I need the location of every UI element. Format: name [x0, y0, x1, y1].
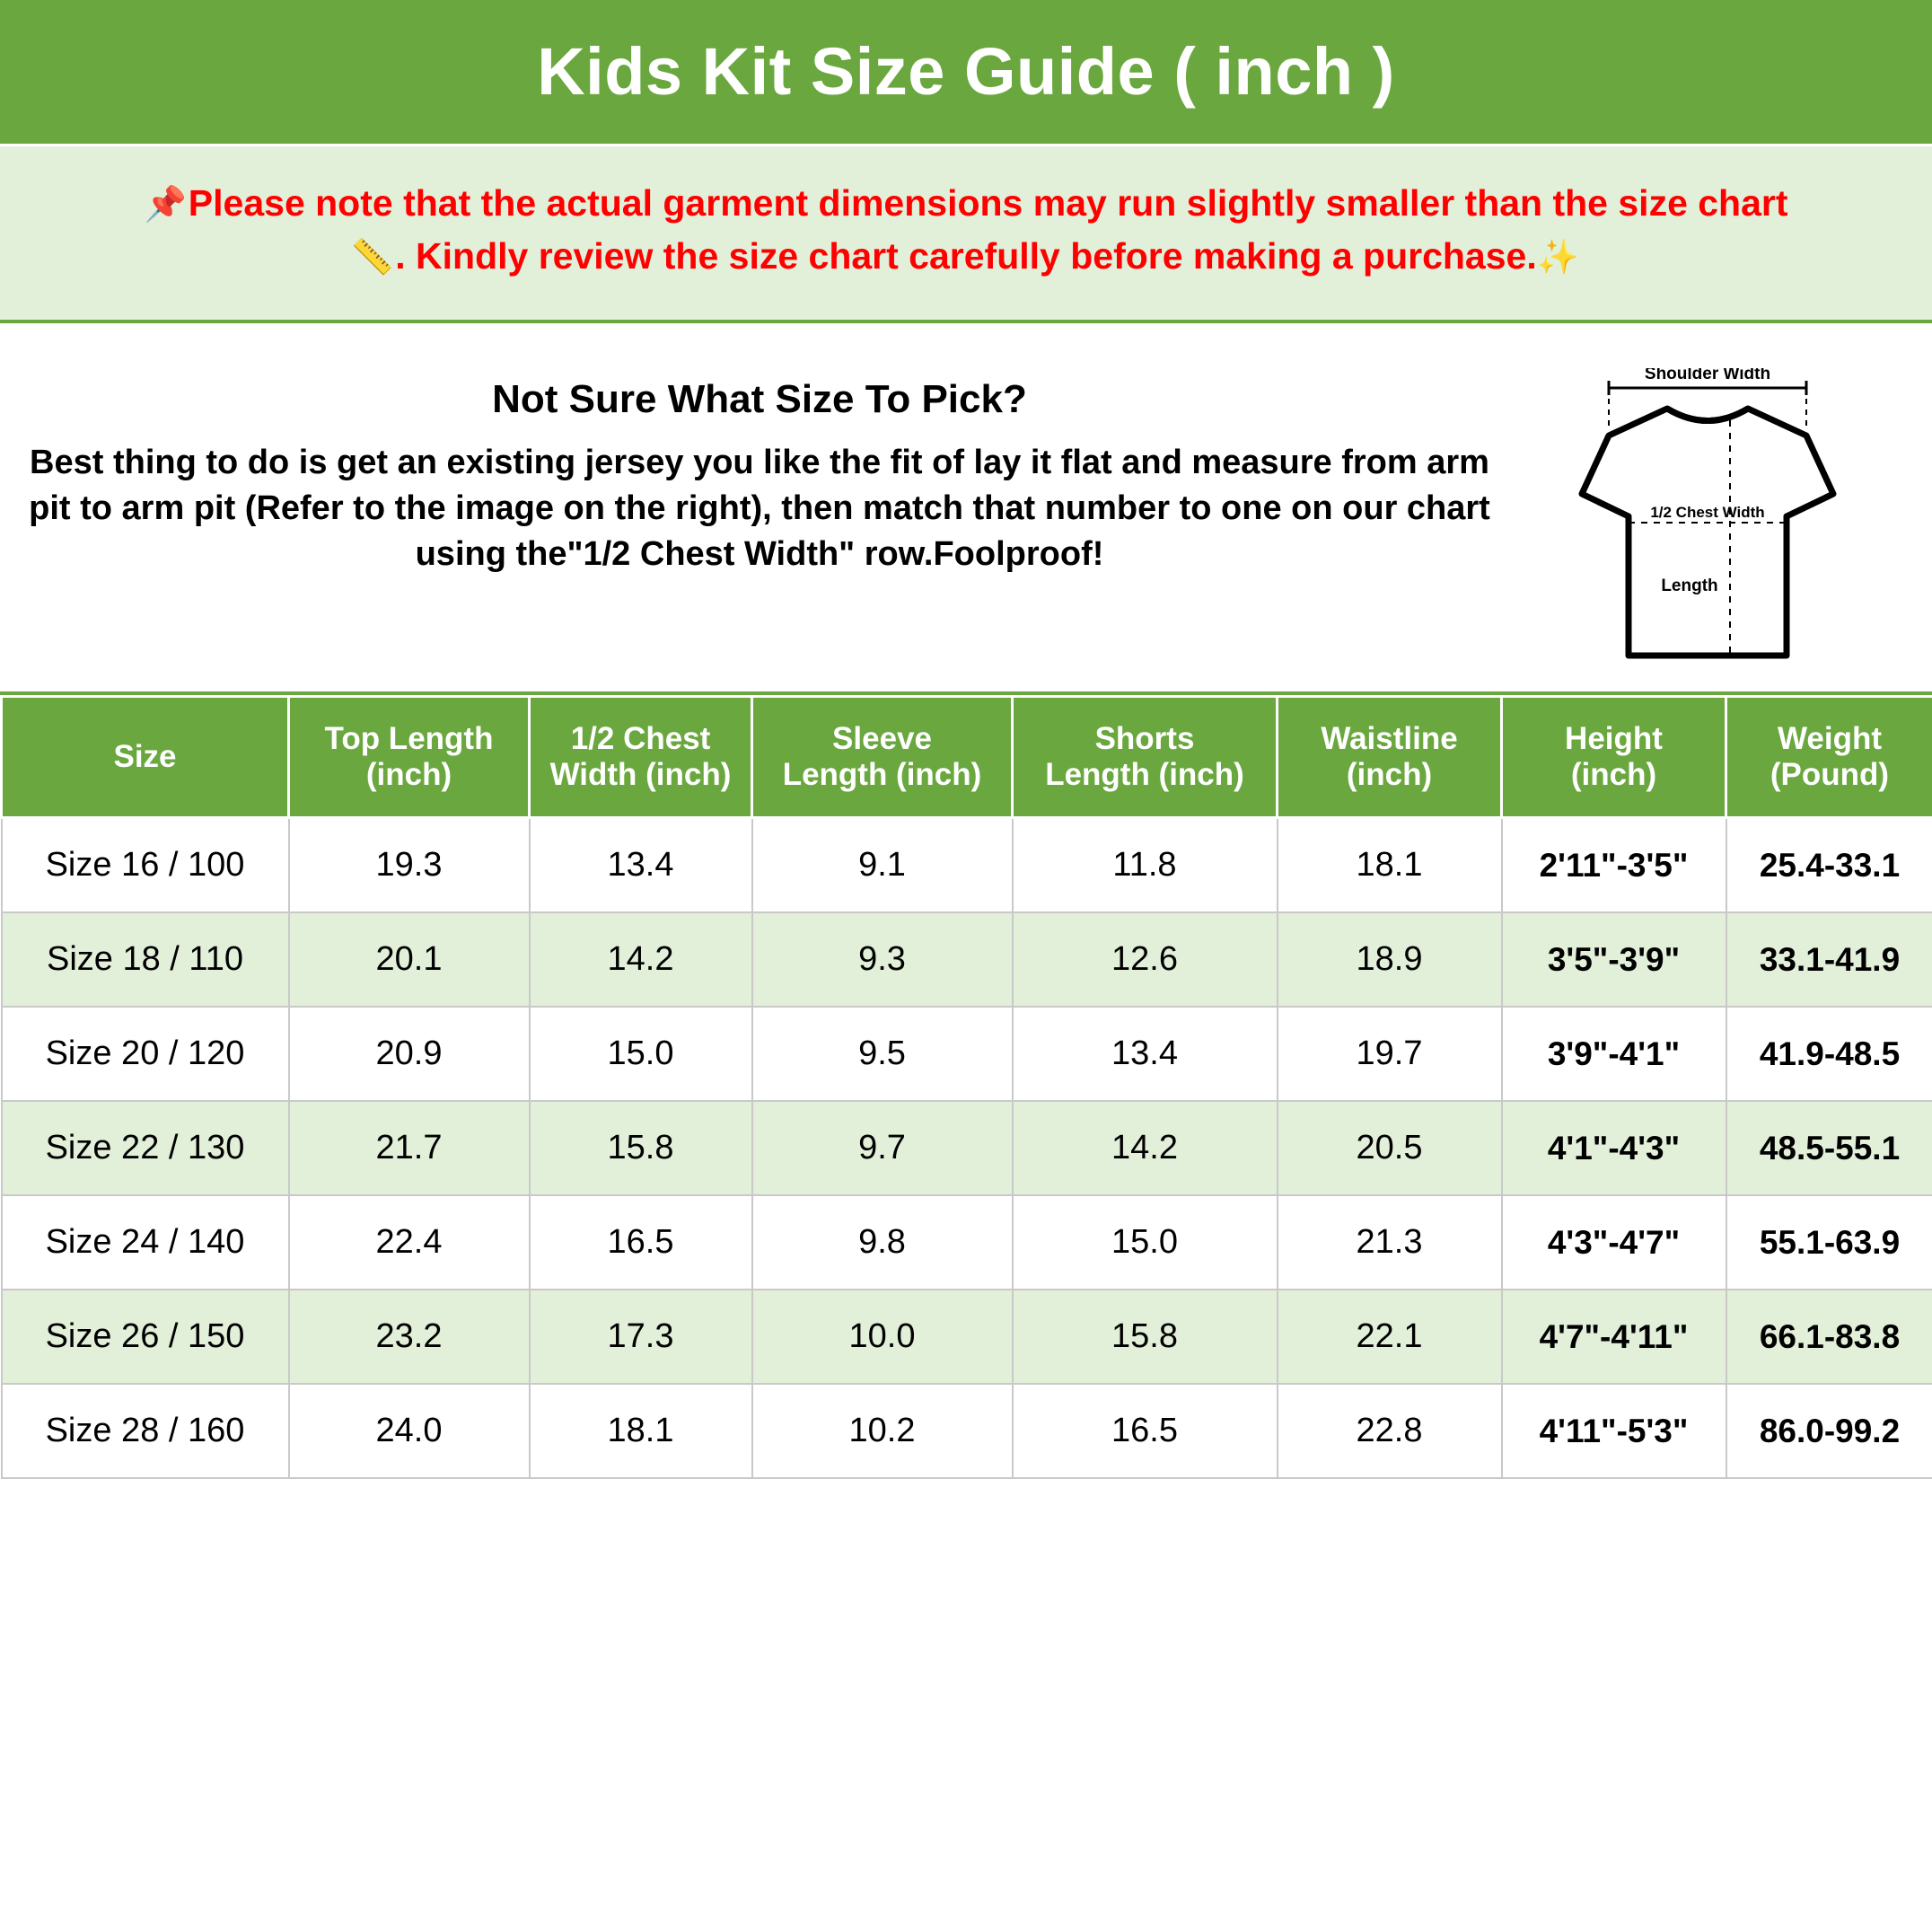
cell-size: Size 26 / 150	[2, 1290, 289, 1384]
cell-value: 15.0	[1013, 1195, 1278, 1290]
cell-value: 13.4	[530, 818, 752, 913]
note-line-2	[27, 230, 1905, 283]
note-text-2: . Kindly review the size chart carefully before making a purchase.	[395, 235, 1537, 277]
cell-size: Size 20 / 120	[2, 1007, 289, 1101]
cell-value: 20.1	[289, 912, 530, 1007]
pin-icon: 📌	[144, 186, 187, 224]
cell-value: 9.5	[752, 1007, 1013, 1101]
cell-value: 22.1	[1278, 1290, 1502, 1384]
cell-value: 2'11"-3'5"	[1502, 818, 1726, 913]
help-body: Best thing to do is get an existing jersey you like the fit of lay it flat and measure from arm pit to arm pit (Refer to the image on the right), then match that number to one on our chart using the"1/2 Chest Width" row.Foolproof!	[29, 443, 1490, 574]
cell-value: 9.8	[752, 1195, 1013, 1290]
help-section	[0, 323, 1932, 695]
cell-value: 19.3	[289, 818, 530, 913]
svg-text:Shoulder Width: Shoulder Width	[1644, 367, 1771, 383]
cell-value: 22.4	[289, 1195, 530, 1290]
tshirt-diagram	[1519, 359, 1932, 665]
ruler-icon: 📏	[350, 239, 394, 277]
column-header-line: (inch)	[1570, 757, 1657, 793]
cell-value: 13.4	[1013, 1007, 1278, 1101]
table-row	[2, 1384, 1932, 1478]
cell-value: 15.0	[530, 1007, 752, 1101]
cell-value: 9.3	[752, 912, 1013, 1007]
column-header-line: (inch)	[365, 757, 452, 793]
cell-value: 48.5-55.1	[1726, 1101, 1932, 1195]
note-band	[0, 146, 1932, 323]
cell-value: 16.5	[530, 1195, 752, 1290]
table-row	[2, 818, 1932, 913]
cell-value: 14.2	[530, 912, 752, 1007]
cell-value: 23.2	[289, 1290, 530, 1384]
cell-value: 21.7	[289, 1101, 530, 1195]
cell-size: Size 22 / 130	[2, 1101, 289, 1195]
column-header-line: Waistline	[1321, 720, 1458, 756]
table-row	[2, 1290, 1932, 1384]
cell-size: Size 16 / 100	[2, 818, 289, 913]
column-header-3	[752, 696, 1013, 818]
cell-value: 41.9-48.5	[1726, 1007, 1932, 1101]
note-text-1: Please note that the actual garment dimensions may run slightly smaller than the size chart	[188, 182, 1788, 224]
cell-value: 12.6	[1013, 912, 1278, 1007]
cell-value: 86.0-99.2	[1726, 1384, 1932, 1478]
column-header-line: Top Length	[324, 720, 494, 756]
column-header-7	[1726, 696, 1932, 818]
cell-value: 66.1-83.8	[1726, 1290, 1932, 1384]
column-header-line: (inch)	[1346, 757, 1433, 793]
table-header-row	[2, 696, 1932, 818]
cell-value: 17.3	[530, 1290, 752, 1384]
column-header-line: Length (inch)	[782, 757, 982, 793]
column-header-line: (Pound)	[1770, 757, 1890, 793]
svg-text:1/2 Chest Width: 1/2 Chest Width	[1650, 503, 1765, 521]
column-header-0	[2, 696, 289, 818]
cell-value: 18.9	[1278, 912, 1502, 1007]
cell-value: 10.2	[752, 1384, 1013, 1478]
cell-value: 18.1	[530, 1384, 752, 1478]
note-line-1	[27, 177, 1905, 230]
cell-value: 4'3"-4'7"	[1502, 1195, 1726, 1290]
column-header-6	[1502, 696, 1726, 818]
cell-value: 33.1-41.9	[1726, 912, 1932, 1007]
table-row	[2, 1195, 1932, 1290]
svg-text:Length: Length	[1661, 576, 1718, 595]
size-chart-table	[0, 695, 1932, 1480]
help-title: Not Sure What Size To Pick?	[492, 376, 1027, 421]
column-header-line: Width (inch)	[549, 757, 732, 793]
cell-value: 25.4-33.1	[1726, 818, 1932, 913]
page-title: Kids Kit Size Guide ( inch )	[537, 34, 1395, 109]
column-header-4	[1013, 696, 1278, 818]
column-header-line: Weight	[1777, 720, 1882, 756]
cell-value: 10.0	[752, 1290, 1013, 1384]
cell-value: 4'11"-5'3"	[1502, 1384, 1726, 1478]
column-header-line: 1/2 Chest	[570, 720, 711, 756]
column-header-1	[289, 696, 530, 818]
cell-value: 3'5"-3'9"	[1502, 912, 1726, 1007]
cell-value: 14.2	[1013, 1101, 1278, 1195]
column-header-line: Shorts	[1094, 720, 1195, 756]
cell-value: 20.5	[1278, 1101, 1502, 1195]
tshirt-measure-icon	[1546, 368, 1869, 665]
cell-value: 24.0	[289, 1384, 530, 1478]
cell-size: Size 28 / 160	[2, 1384, 289, 1478]
table-row	[2, 912, 1932, 1007]
cell-size: Size 24 / 140	[2, 1195, 289, 1290]
table-row	[2, 1101, 1932, 1195]
cell-value: 3'9"-4'1"	[1502, 1007, 1726, 1101]
cell-value: 19.7	[1278, 1007, 1502, 1101]
column-header-line: Size	[113, 739, 177, 774]
help-text-block	[0, 359, 1519, 578]
cell-value: 55.1-63.9	[1726, 1195, 1932, 1290]
cell-value: 9.7	[752, 1101, 1013, 1195]
cell-size: Size 18 / 110	[2, 912, 289, 1007]
cell-value: 4'7"-4'11"	[1502, 1290, 1726, 1384]
cell-value: 22.8	[1278, 1384, 1502, 1478]
table-row	[2, 1007, 1932, 1101]
cell-value: 18.1	[1278, 818, 1502, 913]
cell-value: 11.8	[1013, 818, 1278, 913]
column-header-line: Height	[1565, 720, 1663, 756]
column-header-line: Sleeve	[832, 720, 932, 756]
cell-value: 21.3	[1278, 1195, 1502, 1290]
cell-value: 15.8	[1013, 1290, 1278, 1384]
cell-value: 15.8	[530, 1101, 752, 1195]
cell-value: 4'1"-4'3"	[1502, 1101, 1726, 1195]
column-header-line: Length (inch)	[1045, 757, 1244, 793]
cell-value: 16.5	[1013, 1384, 1278, 1478]
cell-value: 20.9	[289, 1007, 530, 1101]
column-header-2	[530, 696, 752, 818]
cell-value: 9.1	[752, 818, 1013, 913]
column-header-5	[1278, 696, 1502, 818]
sparkle-icon: ✨	[1536, 239, 1580, 277]
header-banner	[0, 0, 1932, 146]
